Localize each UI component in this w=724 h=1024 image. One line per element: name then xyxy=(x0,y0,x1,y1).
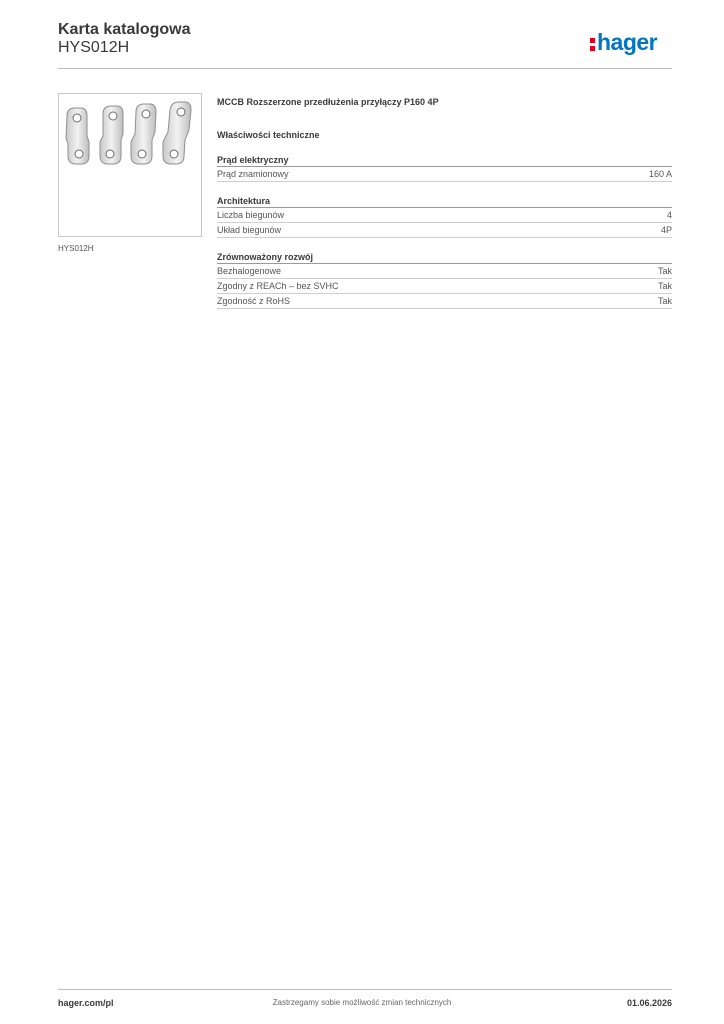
footer-divider xyxy=(58,989,672,990)
spec-label: Bezhalogenowe xyxy=(217,266,282,276)
spec-group-architecture xyxy=(217,195,672,238)
specs-panel xyxy=(217,96,672,309)
footer-date: 01.06.2026 xyxy=(626,998,672,1008)
spec-group-title: Prąd elektryczny xyxy=(217,154,672,167)
spec-row xyxy=(217,264,672,279)
spec-value: Tak xyxy=(657,266,672,276)
spec-row xyxy=(217,167,672,182)
spec-row xyxy=(217,294,672,309)
busbar-extension-plates-icon xyxy=(59,94,201,236)
spec-label: Zgodność z RoHS xyxy=(217,296,291,306)
spec-group-title: Zrównoważony rozwój xyxy=(217,251,672,264)
spec-group-sustainability xyxy=(217,251,672,309)
logo-dots-icon xyxy=(590,35,595,52)
product-code: HYS012H xyxy=(58,39,130,56)
product-image xyxy=(58,93,202,237)
header-divider xyxy=(58,68,672,69)
spec-value: 4 xyxy=(666,210,672,220)
spec-label: Liczba biegunów xyxy=(217,210,285,220)
spec-label: Prąd znamionowy xyxy=(217,169,289,179)
spec-value: 4P xyxy=(660,225,672,235)
spec-label: Zgodny z REACh – bez SVHC xyxy=(217,281,339,291)
document-title: Karta katalogowa xyxy=(58,21,191,38)
spec-value: Tak xyxy=(657,281,672,291)
spec-row xyxy=(217,279,672,294)
footer-note: Zastrzegamy sobie możliwość zmian technicznych xyxy=(272,998,452,1007)
properties-heading: Właściwości techniczne xyxy=(217,130,320,140)
spec-group-electrical xyxy=(217,154,672,182)
footer-site-link[interactable]: hager.com/pl xyxy=(58,998,114,1008)
hager-logo xyxy=(590,29,657,56)
image-caption: HYS012H xyxy=(58,244,94,253)
product-name: MCCB Rozszerzone przedłużenia przyłączy P160 4P xyxy=(217,97,439,107)
spec-row xyxy=(217,208,672,223)
spec-value: 160 A xyxy=(648,169,672,179)
spec-label: Układ biegunów xyxy=(217,225,282,235)
spec-value: Tak xyxy=(657,296,672,306)
spec-group-title: Architektura xyxy=(217,195,672,208)
logo-text: hager xyxy=(597,29,658,55)
spec-row xyxy=(217,223,672,238)
